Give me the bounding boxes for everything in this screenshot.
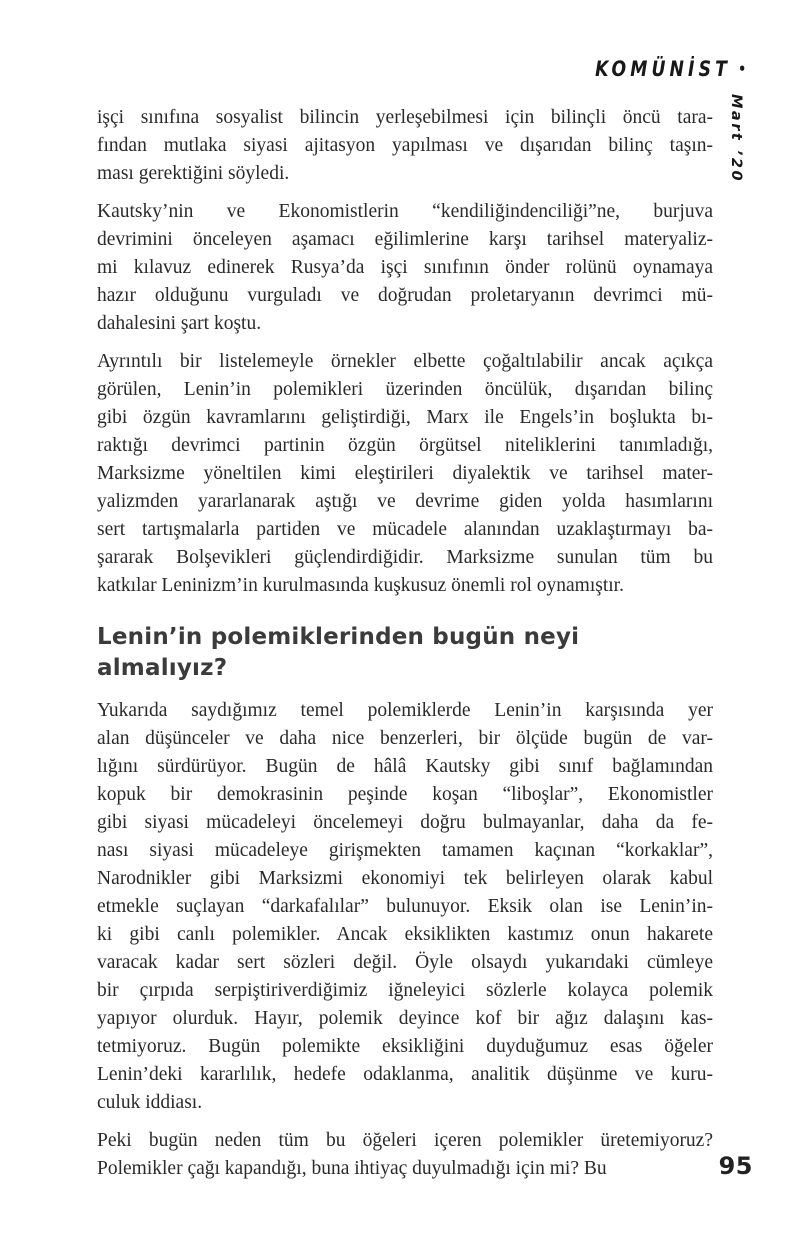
text-line: görülen, Lenin’in polemikleri üzerinden öncülük, dışarıdan bilinç — [97, 379, 713, 400]
text-line: Lenin’deki kararlılık, hedefe odaklanma, analitik düşünme ve kuru- — [97, 1064, 713, 1085]
text-line: katkılar Leninizm’in kurulmasında kuşkusuz önemli rol oynamıştır. — [97, 575, 624, 596]
issue-date-vertical: Mart ’20 — [728, 94, 744, 184]
text-line: mi kılavuz edinerek Rusya’da işçi sınıfının önder rolünü oynamaya — [97, 257, 713, 278]
text-line: dahalesini şart koştu. — [97, 313, 262, 334]
text-line: sert tartışmalarla partiden ve mücadele alanından uzaklaştırmayı ba- — [97, 519, 713, 540]
text-line: nası siyasi mücadeleye girişmekten tamamen kaçınan “korkaklar”, — [97, 840, 713, 861]
text-line: alan düşünceler ve daha nice benzerleri, bir ölçüde bugün de var- — [97, 728, 713, 749]
text-line: fından mutlaka siyasi ajitasyon yapılması ve dışarıdan bilinç taşın- — [97, 135, 713, 156]
text-line: Kautsky’nin ve Ekonomistlerin “kendiliğindenciliği”ne, burjuva — [97, 201, 713, 222]
body-paragraph — [97, 1127, 713, 1183]
text-line: Yukarıda saydığımız temel polemiklerde Lenin’in karşısında yer — [97, 700, 713, 721]
text-line: raktığı devrimci partinin özgün örgütsel niteliklerini tanımladığı, — [97, 435, 713, 456]
text-line: Marksizme yöneltilen kimi eleştirileri diyalektik ve tarihsel mater- — [97, 463, 713, 484]
body-paragraph — [97, 348, 713, 600]
text-line: culuk iddiası. — [97, 1092, 203, 1113]
text-line: Ayrıntılı bir listelemeyle örnekler elbette çoğaltılabilir ancak açıkça — [97, 351, 713, 372]
text-line: gibi siyasi mücadeleyi öncelemeyi doğru bulmayanlar, daha da fe- — [97, 812, 713, 833]
text-line: varacak kadar sert sözleri değil. Öyle olsaydı yukarıdaki cümleye — [97, 952, 713, 973]
text-line: Polemikler çağı kapandığı, buna ihtiyaç duyulmadığı için mi? Bu — [97, 1158, 607, 1179]
text-line: şararak Bolşevikleri güçlendirdiğidir. Marksizme sunulan tüm bu — [97, 547, 713, 568]
section-heading: Lenin’in polemiklerinden bugün neyi almalıyız? — [97, 624, 580, 681]
text-line: yalizmden yararlanarak aştığı ve devrime giden yolda hasımlarını — [97, 491, 713, 512]
text-line: ması gerektiğini söyledi. — [97, 163, 290, 184]
text-line: gibi özgün kavramlarını geliştirdiği, Marx ile Engels’in boşlukta bı- — [97, 407, 713, 428]
text-line: lığını sürdürüyor. Bugün de hâlâ Kautsky gibi sınıf bağlamından — [97, 756, 713, 777]
text-line: kopuk bir demokrasinin peşinde koşan “liboşlar”, Ekonomistler — [97, 784, 713, 805]
bullet-separator-icon: • — [738, 59, 746, 78]
text-line: işçi sınıfına sosyalist bilincin yerleşebilmesi için bilinçli öncü tara- — [97, 107, 713, 128]
body-paragraph — [97, 104, 713, 188]
text-line: bir çırpıda serpiştiriverdiğimiz iğneleyici sözlerle kolayca polemik — [97, 980, 713, 1001]
text-line: etmekle suçlayan “darkafalılar” bulunuyor. Eksik olan ise Lenin’in- — [97, 896, 713, 917]
body-paragraph — [97, 198, 713, 338]
text-line: yapıyor olurduk. Hayır, polemik deyince kof bir ağız dalaşını kas- — [97, 1008, 713, 1029]
page-number: 95 — [718, 1152, 753, 1180]
magazine-title: KOMÜNİST — [594, 57, 731, 81]
article-body — [97, 104, 713, 1193]
body-paragraph — [97, 697, 713, 1117]
text-line: Narodnikler gibi Marksizmi ekonomiyi tek belirleyen olarak kabul — [97, 868, 713, 889]
text-line: hazır olduğunu vurguladı ve doğrudan proletaryanın devrimci mü- — [97, 285, 713, 306]
text-line: devrimini önceleyen aşamacı eğilimlerine karşı tarihsel materyaliz- — [97, 229, 713, 250]
masthead-row — [595, 57, 746, 81]
text-line: Peki bugün neden tüm bu öğeleri içeren polemikler üretemiyoruz? — [97, 1130, 713, 1151]
text-line: ki gibi canlı polemikler. Ancak eksiklikten kastımız onun hakarete — [97, 924, 713, 945]
text-line: tetmiyoruz. Bugün polemikte eksikliğini duyduğumuz esas öğeler — [97, 1036, 713, 1057]
